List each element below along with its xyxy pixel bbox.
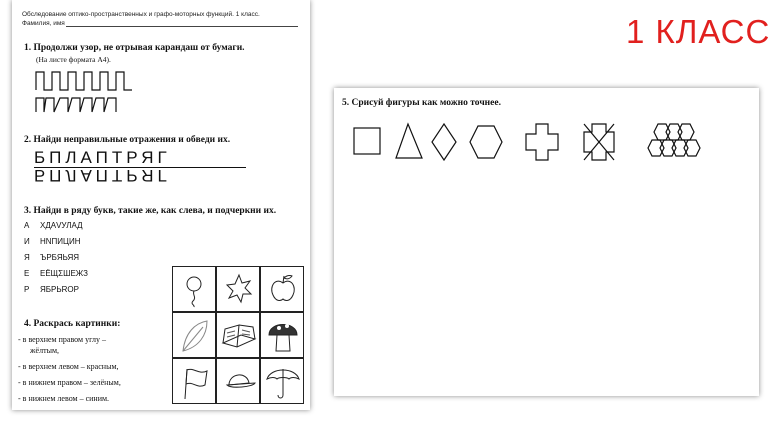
pattern-drawing	[34, 66, 144, 114]
leaf-icon	[172, 312, 216, 358]
color-instruction: - в верхнем правом углу –	[18, 335, 106, 344]
color-instruction: жёлтым,	[30, 346, 60, 355]
hexagon-shape	[470, 126, 502, 158]
letter-row	[24, 237, 81, 246]
triangle-shape	[396, 124, 422, 158]
color-instruction: - в нижнем левом – синим.	[18, 394, 110, 403]
umbrella-icon	[260, 358, 304, 404]
task2-title: 2. Найди неправильные отражения и обведи их.	[24, 135, 231, 145]
row-letters: ЪРБЯЬЯЯ	[40, 253, 80, 262]
header-title: Обследование оптико-пространственных и графо-моторных функций. 1 класс.	[22, 11, 260, 18]
letter-row	[24, 269, 88, 278]
task5-title: 5. Срисуй фигуры как можно точнее.	[342, 98, 501, 108]
apple-icon	[260, 266, 304, 312]
letters-row: БПЛАПТРЯГ	[34, 148, 171, 167]
cross-shape	[526, 124, 558, 160]
honeycomb-shape	[648, 124, 700, 156]
color-instruction: - в верхнем левом – красным,	[18, 362, 119, 371]
flag-icon	[172, 358, 216, 404]
class-label: 1 КЛАСС	[626, 13, 770, 50]
star-icon	[216, 266, 260, 312]
key-letter: И	[24, 237, 30, 246]
picture-grid	[172, 266, 304, 406]
letter-row	[24, 221, 83, 230]
square-shape	[354, 128, 380, 154]
letter-row	[24, 285, 79, 294]
name-underline	[66, 26, 298, 27]
letter-row	[24, 253, 79, 262]
task1-subtitle: (На листе формата А4).	[36, 55, 111, 64]
balloon-icon	[172, 266, 216, 312]
task3-title: 3. Найди в ряду букв, такие же, как слева, и подчеркни их.	[24, 206, 277, 216]
mirrored-letters-row: БПЛАПТРЯГ	[34, 166, 171, 185]
row-letters: ХДАVУЛАД	[40, 221, 83, 230]
key-letter: Е	[24, 269, 30, 278]
shapes-row	[350, 120, 740, 164]
diamond-shape	[432, 124, 456, 160]
header-name-label: Фамилия, имя	[22, 20, 65, 27]
key-letter: Р	[24, 285, 30, 294]
key-letter: А	[24, 221, 30, 230]
mushroom-icon	[260, 312, 304, 358]
cap-icon	[216, 358, 260, 404]
row-letters: ЯБРЬRОР	[40, 285, 79, 294]
key-letter: Я	[24, 253, 30, 262]
row-letters: НNПИЦИН	[40, 237, 81, 246]
task1-title: 1. Продолжи узор, не отрывая карандаш от бумаги.	[24, 43, 245, 53]
row-letters: ЕЁЩΣШЕЖЗ	[40, 269, 88, 278]
worksheet-page-1	[12, 0, 310, 410]
book-icon	[216, 312, 260, 358]
task4-title: 4. Раскрась картинки:	[24, 319, 121, 329]
color-instruction: - в нижнем правом – зелёным,	[18, 378, 121, 387]
crossed-square-shape	[584, 124, 614, 160]
worksheet-page-2	[334, 88, 759, 396]
